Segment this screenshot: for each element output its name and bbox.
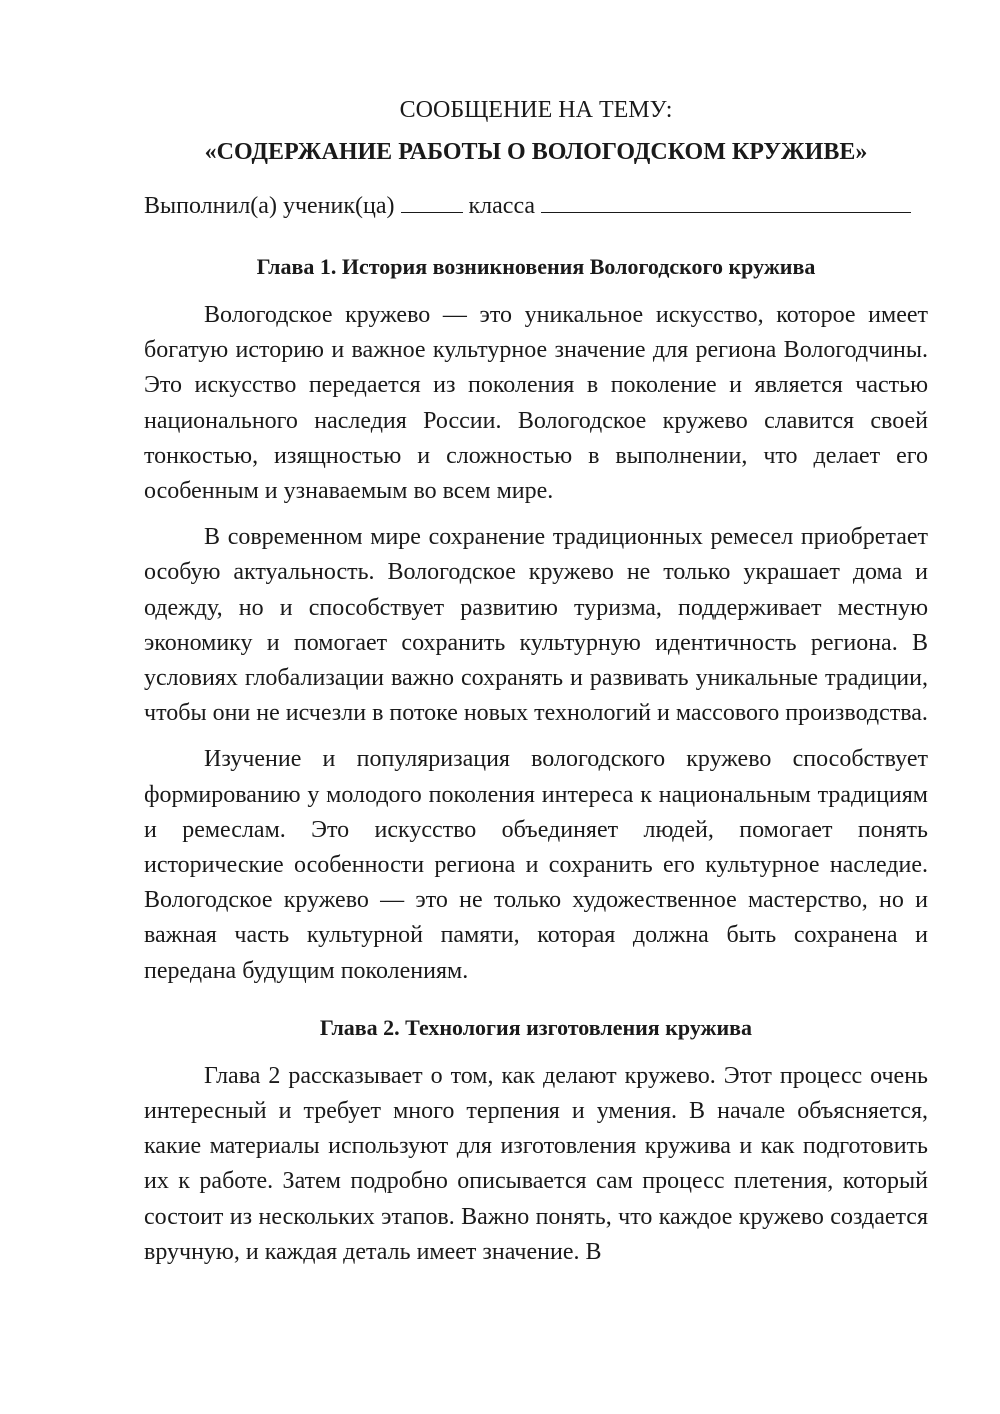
document-title-line1: СООБЩЕНИЕ НА ТЕМУ: (399, 97, 673, 123)
chapter-1-paragraph-1: Вологодское кружево — это уникальное искусство, которое имеет богатую историю и важное культурное значение для региона Вологодчины. Это искусство передается из поколения в поколение и является частью национального наследия России. Вологодское кружево славится своей тонкостью, изящностью и сложностью в выполнении, что делает его особенным и узнаваемым во всем мире. (144, 302, 928, 505)
chapter-2-paragraph-1: Глава 2 рассказывает о том, как делают кружево. Этот процесс очень интересный и требует много терпения и умения. В начале объясняется, какие материалы используют для изготовления кружива и как подготовить их к работе. Затем подробно описывается сам процесс плетения, который состоит из нескольких этапов. Важно понять, что каждое кружево создается вручную, и каждая деталь имеет значение. В (144, 1062, 928, 1265)
author-line (144, 188, 928, 224)
document-title-line2: «СОДЕРЖАНИЕ РАБОТЫ О ВОЛОГОДСКОМ КРУЖИВЕ» (204, 139, 868, 165)
author-middle: класса (468, 193, 536, 219)
chapter-1-paragraph-3: Изучение и популяризация вологодского кружево способствует формированию у молодого поколения интереса к национальным традициям и ремеслам. Это искусство объединяет людей, помогает понять исторические особенности региона и сохранить его культурное наследие. Вологодское кружево — это не только художественное мастерство, но и важная часть культурной памяти, которая должна быть сохранена и передана будущим поколениям. (144, 746, 928, 984)
author-prefix: Выполнил(а) ученик(ца) (144, 193, 395, 219)
chapter-2-heading: Глава 2. Технология изготовления кружива (319, 1014, 753, 1040)
chapter-1-paragraph-2: В современном мире сохранение традиционных ремесел приобретает особую актуальность. Вологодское кружево не только украшает дома и одежду, но и способствует развитию туризма, поддерживает местную экономику и помогает сохранить культурную идентичность региона. В условиях глобализации важно сохранять и развивать уникальные традиции, чтобы они не исчезли в потоке новых технологий и массового производства. (144, 524, 928, 727)
name-blank (541, 190, 911, 213)
chapter-1-heading: Глава 1. История возникновения Вологодского кружива (256, 254, 816, 279)
document-page (144, 92, 928, 1270)
class-blank (401, 190, 463, 213)
